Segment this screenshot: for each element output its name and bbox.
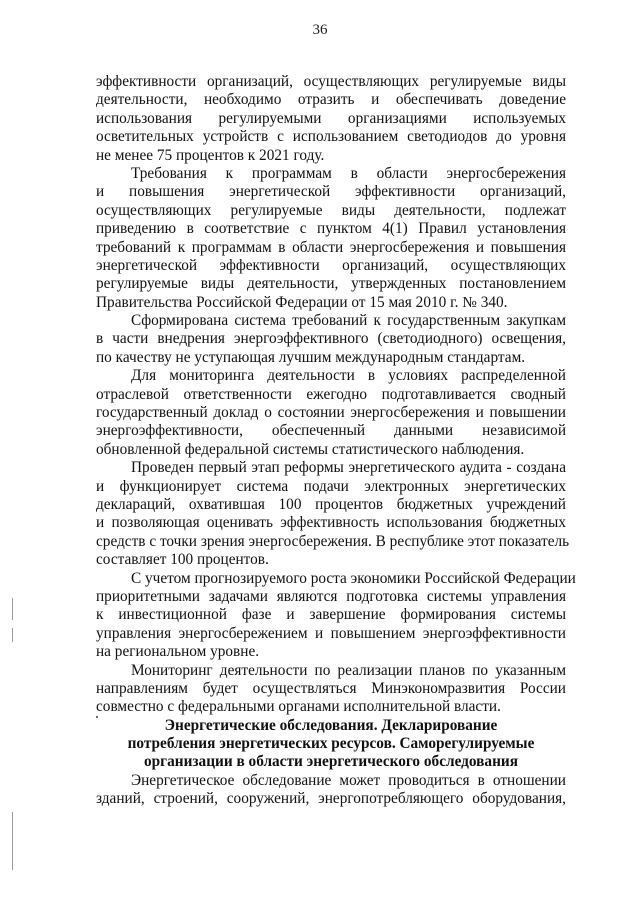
paragraph-line: энергетической эффективности организаций, осуществляющих	[96, 256, 566, 274]
paragraph-line: деклараций, охватившая 100 процентов бюджетных учреждений	[96, 495, 566, 513]
paragraph-line: на региональном уровне.	[96, 643, 260, 661]
paragraph-line: деятельности, необходимо отразить и обеспечивать доведение	[96, 91, 566, 109]
paragraph-line: в части внедрения энергоэффективного (светодиодного) освещения,	[96, 330, 566, 348]
paragraph-line: обновленной федеральной системы статистического наблюдения.	[96, 440, 525, 458]
paragraph-line: и повышения энергетической эффективности организаций,	[96, 183, 566, 201]
paragraph-line: по качеству не уступающая лучшим международным стандартам.	[96, 348, 526, 366]
paragraph-line: зданий, строений, сооружений, энергопотребляющего оборудования,	[96, 790, 566, 808]
paragraph-line: регулируемые виды деятельности, утвержденных постановлением	[96, 275, 566, 293]
paragraph-line: приоритетными задачами являются подготовка системы управления	[96, 587, 566, 605]
paragraph-line: Проведен первый этап реформы энергетического аудита - создана	[131, 459, 566, 477]
scan-margin-mark	[12, 812, 13, 870]
paragraph-line: составляет 100 процентов.	[96, 551, 269, 569]
paragraph-line: Энергетическое обследование может проводиться в отношении	[131, 771, 566, 789]
paragraph-line: не менее 75 процентов к 2021 году.	[96, 146, 325, 164]
paragraph-line: отраслевой ответственности ежегодно подготавливается сводный	[96, 385, 566, 403]
paragraph-line: С учетом прогнозируемого роста экономики Российской Федерации	[131, 569, 576, 587]
section-heading-line: Энергетические обследования. Декларирование	[164, 716, 498, 734]
paragraph-line: и функционирует система подачи электронных энергетических	[96, 477, 566, 495]
page-number: 36	[312, 22, 328, 38]
paragraph-line: средств с точки зрения энергосбережения. В республике этот показатель	[96, 532, 570, 550]
paragraph-line: государственный доклад о состоянии энергосбережения и повышении	[96, 404, 566, 422]
paragraph-line: направлениям будет осуществляться Минэкономразвития России	[96, 679, 566, 697]
paragraph-line: совместно с федеральными органами исполнительной власти.	[96, 698, 501, 716]
paragraph-line: Сформирована система требований к государственным закупкам	[131, 312, 566, 330]
paragraph-line: энергоэффективности, обеспеченный данными независимой	[96, 422, 566, 440]
paragraph-line: осуществляющих регулируемые виды деятельности, подлежат	[96, 201, 566, 219]
paragraph-line: управления энергосбережением и повышением энергоэффективности	[96, 624, 566, 642]
document-body	[96, 73, 576, 809]
paragraph-line: эффективности организаций, осуществляющих регулируемые виды	[96, 73, 566, 90]
paragraph-line: Правительства Российской Федерации от 15 мая 2010 г. № 340.	[96, 293, 508, 311]
paragraph-line: Мониторинг деятельности по реализации планов по указанным	[131, 661, 566, 679]
paragraph-line: требований к программам в области энергосбережения и повышения	[96, 238, 566, 256]
section-heading-line: потребления энергетических ресурсов. Саморегулируемые	[127, 735, 535, 753]
paragraph-line: использования регулируемыми организациями используемых	[96, 109, 566, 127]
paragraph-line: к инвестиционной фазе и завершение формирования системы	[96, 606, 566, 624]
scan-margin-mark	[12, 598, 13, 620]
paragraph-line: Для мониторинга деятельности в условиях распределенной	[131, 367, 566, 385]
section-heading-line: организации в области энергетического обследования	[144, 753, 518, 771]
paragraph-line: приведению в соответствие с пунктом 4(1) Правил установления	[96, 220, 566, 238]
paragraph-line: Требования к программам в области энергосбережения	[131, 164, 566, 182]
paragraph-line: и позволяющая оценивать эффективность использования бюджетных	[96, 514, 566, 532]
scan-margin-mark	[12, 628, 13, 642]
scan-speck	[96, 716, 98, 718]
paragraph-line: осветительных устройств с использованием светодиодов до уровня	[96, 128, 566, 146]
